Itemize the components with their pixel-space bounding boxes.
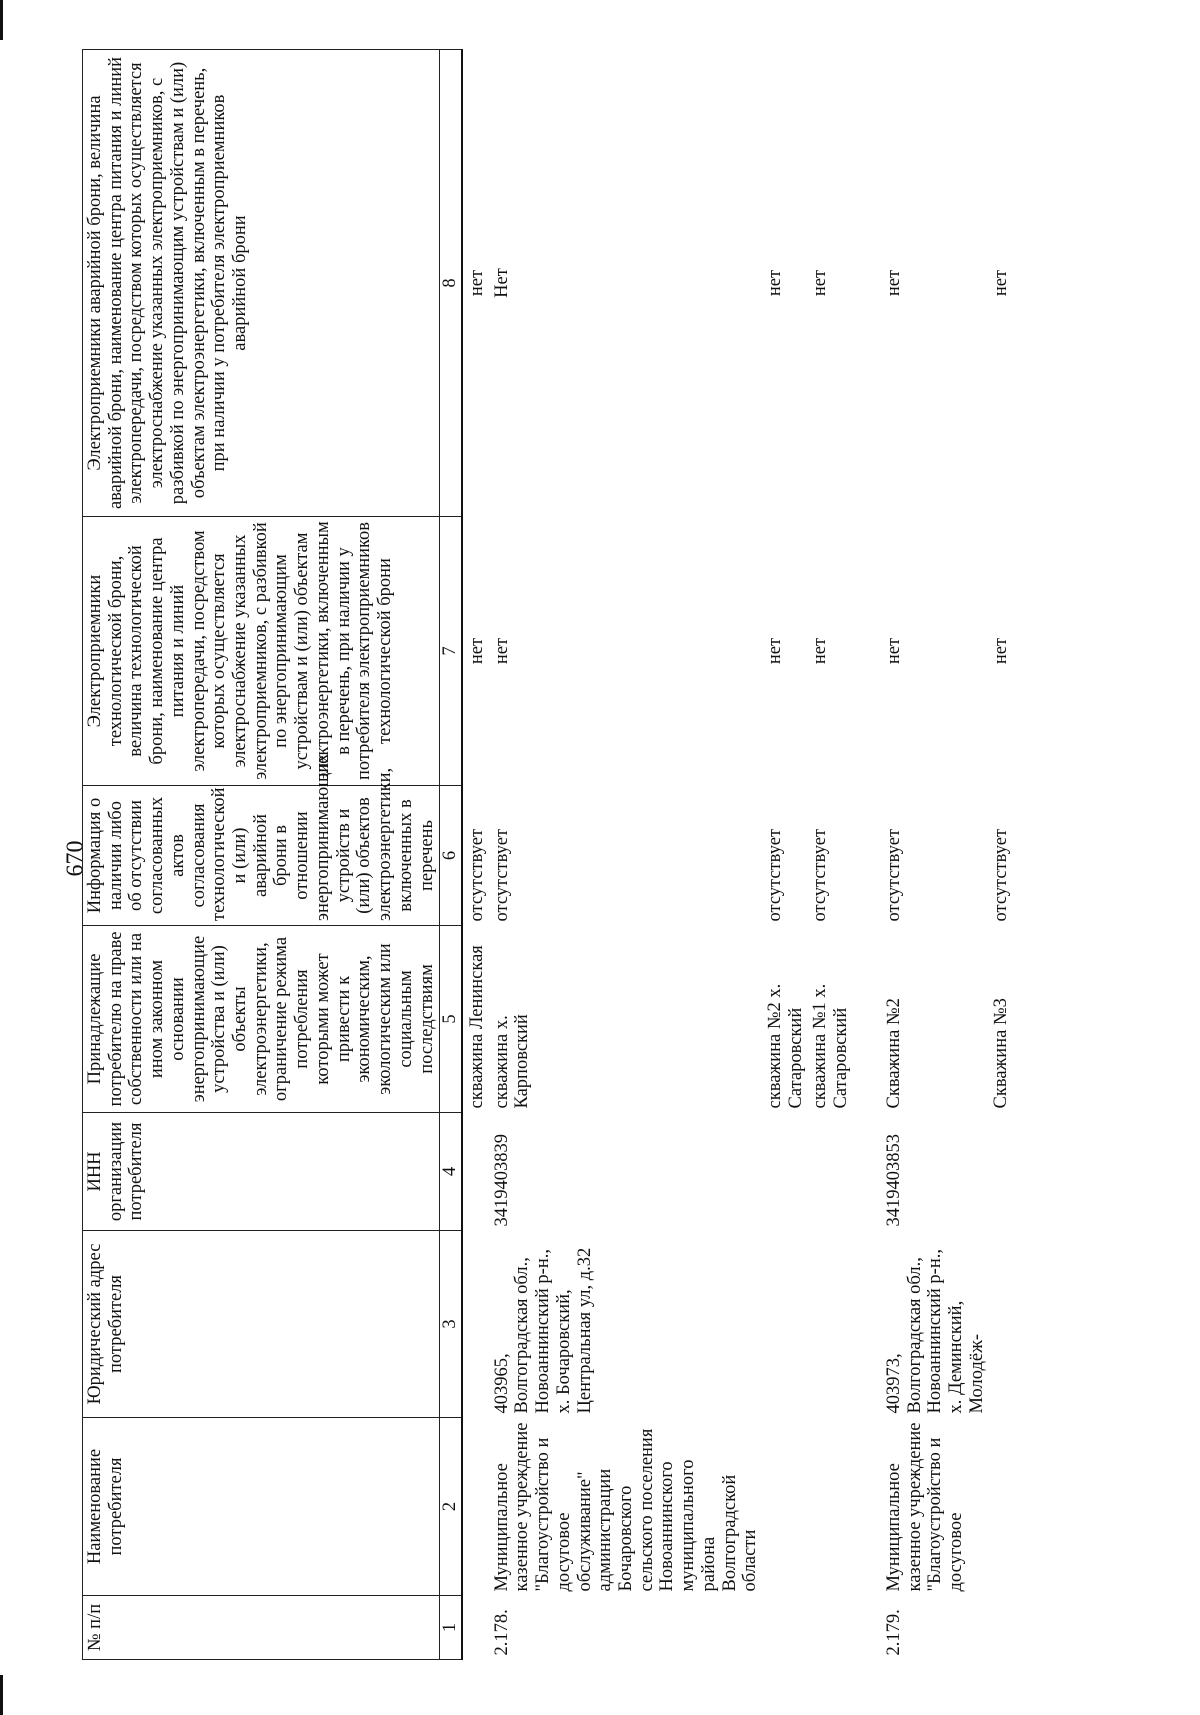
table-row [462,50,488,1660]
row-number: 2.179. [883,1609,904,1656]
table-row [488,50,761,1660]
table-row [806,50,851,1660]
device-name: скважина Ленинская [466,945,487,1109]
table-header-row [83,50,440,1660]
scan-edge-mark-bottom [0,1675,3,1715]
header-cell: Наименование потребителя [83,1418,440,1596]
tech-reserve: нет [491,637,512,665]
header-cell: № п/п [83,1596,440,1660]
row-number [462,1596,488,1660]
consumer-address [462,1231,488,1418]
agreement-info: отсутствует [883,828,904,922]
column-number: 3 [440,1231,462,1418]
consumer-address [806,1231,851,1418]
row-number [987,1596,1012,1660]
consumer-inn [987,1113,1012,1231]
device-name: Скважина №2 [883,998,904,1109]
column-number: 4 [440,1113,462,1231]
table-row [761,50,806,1660]
consumer-table [82,49,1012,1660]
header-cell: ИНН организации потребителя [83,1113,440,1231]
consumer-name: Муниципальное казенное учреждение "Благоустройство и досуговое обслуживание" администрации Бочаровского сельского поселения Новоаннинского муниципального района Волгоградской области [491,1422,761,1592]
consumer-name [806,1418,851,1596]
emergency-reserve: нет [466,269,487,297]
tech-reserve: нет [991,637,1012,665]
tech-reserve: нет [765,637,785,665]
header-cell: Электроприемники аварийной брони, величина аварийной брони, наименование центра питания и линий электропередачи, посредством которых осуществляется электроснабжение указанных электроприемников, с разбивкой по энергопринимающим устройствам и (или) объектам электроэнергетики, включенным в перечень, при наличии у потребителя электроприемников аварийной брони [83,50,440,517]
consumer-name [462,1418,488,1596]
rotated-page [82,50,1102,1660]
header-cell: Юридический адрес потребителя [83,1231,440,1418]
agreement-info: отсутствует [491,828,512,922]
column-number: 7 [440,517,462,786]
row-spacer [852,50,880,1660]
device-name: скважина №2 х. Сатаровский [765,983,806,1109]
tech-reserve: нет [883,637,904,665]
scan-edge-mark-top [0,0,3,40]
consumer-inn: 3419403839 [491,1134,512,1227]
column-number: 2 [440,1418,462,1596]
consumer-address: 403965, Волгоградская обл., Новоаннинский р-н., х. Бочаровский, Центральная ул, д.32 [491,1247,595,1414]
consumer-inn: 3419403853 [883,1134,904,1227]
consumer-name [761,1418,806,1596]
consumer-address [987,1231,1012,1418]
consumer-address [761,1231,806,1418]
device-name: скважина х. Карповский [491,1014,533,1109]
row-number [761,1596,806,1660]
emergency-reserve: нет [991,269,1012,297]
emergency-reserve: Нет [491,268,512,298]
column-number-row [440,50,462,1660]
tech-reserve: нет [466,637,487,665]
consumer-inn [761,1113,806,1231]
agreement-info: отсутствует [991,828,1012,922]
agreement-info: отсутствует [466,828,487,922]
tech-reserve: нет [810,637,831,665]
emergency-reserve: нет [810,269,831,297]
table-row [987,50,1012,1660]
consumer-name: Муниципальное казенное учреждение "Благоустройство и досуговое [883,1422,967,1592]
column-number: 5 [440,926,462,1113]
header-cell: Информация о наличии либо об отсутствии согласованных актов согласования технологической и (или) аварийной брони в отношении энергопринимающих устройств и (или) объектов электроэнергетики, включенных в перечень [83,786,440,926]
emergency-reserve: нет [765,269,785,297]
consumer-name [987,1418,1012,1596]
agreement-info: отсутствует [810,828,831,922]
column-number: 6 [440,786,462,926]
page-number: 670 [62,840,89,877]
device-name: скважина №1 х. Сатаровский [810,983,852,1109]
column-number: 8 [440,50,462,517]
device-name: Скважина №3 [991,998,1012,1109]
consumer-inn [462,1113,488,1231]
column-number: 1 [440,1596,462,1660]
consumer-address: 403973, Волгоградская обл., Новоаннинский р-н., х. Деминский, Молодёж- [883,1249,987,1414]
row-number: 2.178. [491,1609,512,1656]
table-row [880,50,988,1660]
consumer-inn [806,1113,851,1231]
agreement-info: отсутствует [765,828,785,922]
header-cell: Принадлежащие потребителю на праве собственности или на ином законном основании энергопринимающие устройства и (или) объекты электроэнергетики, ограничение режима потребления которыми может привести к экономическим, экологическим или социальным последствиям [83,926,440,1113]
emergency-reserve: нет [883,269,904,297]
header-cell: Электроприемники технологической брони, величина технологической брони, наименование центра питания и линий электропередачи, посредством которых осуществляется электроснабжение указанных электроприемников, с разбивкой по энергопринимающим устройствам и (или) объектам электроэнергетики, включенным в перечень, при наличии у потребителя электроприемников технологической брони [83,517,440,786]
row-number [806,1596,851,1660]
